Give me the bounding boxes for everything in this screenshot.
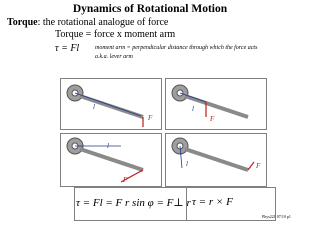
footer-text: Phys221 07/10 p1 <box>262 214 291 219</box>
panel4-F-label: F <box>256 162 261 170</box>
wrench-diagram-4 <box>166 134 266 186</box>
moment-arm-line <box>75 93 141 116</box>
wrench-diagram-3 <box>61 134 161 186</box>
panel3-F-label: F <box>123 176 128 184</box>
panel1-l-label: l <box>93 103 95 111</box>
wrench-icon <box>67 85 143 117</box>
lever-arm-note: a.k.a. lever arm <box>95 54 133 60</box>
wrench-icon <box>67 138 143 170</box>
panel1-F-label: F <box>148 114 153 122</box>
torque-label: Torque <box>7 17 38 28</box>
wrench-diagram-1 <box>61 79 161 129</box>
panel-wrench-2 <box>165 78 267 130</box>
wrench-diagram-2 <box>166 79 266 129</box>
panel4-l-label: l <box>186 160 188 168</box>
scalar-torque-equation: τ = Fl = F r sin φ = F⊥ r <box>76 197 191 209</box>
moment-arm-definition: moment arm = perpendicular distance through which the force acts <box>95 45 258 51</box>
vector-torque-equation: τ = r × F <box>192 196 233 208</box>
panel-wrench-1 <box>60 78 162 130</box>
force-arrow <box>248 162 254 170</box>
torque-formula: τ = Fl <box>55 43 80 54</box>
torque-definition <box>7 17 168 28</box>
panel2-F-label: F <box>210 115 215 123</box>
panel-wrench-3 <box>60 133 162 187</box>
torque-def-text: : the rotational analogue of force <box>37 17 169 28</box>
panel2-l-label: l <box>192 105 194 113</box>
wrench-icon <box>172 85 248 117</box>
slide-title: Dynamics of Rotational Motion <box>72 3 228 15</box>
panel3-l-label: l <box>107 142 109 150</box>
wrench-icon <box>172 138 248 170</box>
panel-wrench-4 <box>165 133 267 187</box>
torque-equation: Torque = force x moment arm <box>55 29 176 40</box>
